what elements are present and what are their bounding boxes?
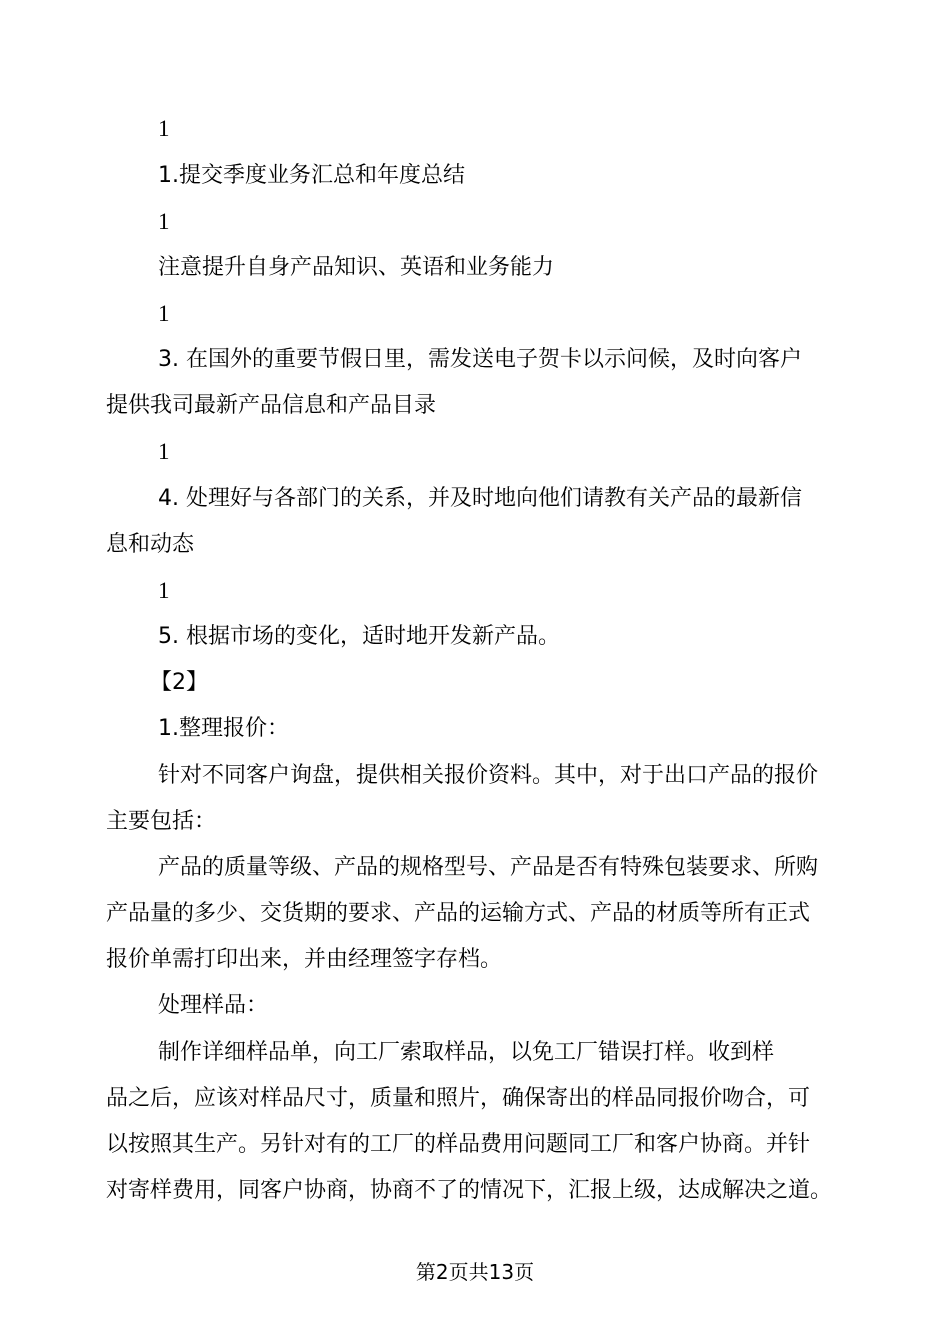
text-line-14: 1.整理报价： (158, 716, 289, 741)
text-line-6: 3. 在国外的重要节假日里，需发送电子贺卡以示问候，及时向客户 (158, 347, 802, 372)
text-line-23: 以按照其生产。另针对有的工厂的样品费用问题同工厂和客户协商。并针 (106, 1132, 811, 1157)
text-line-24: 对寄样费用，同客户协商，协商不了的情况下，汇报上级，达成解决之道。 (106, 1178, 833, 1203)
text-line-10: 息和动态 (106, 532, 195, 557)
text-line-9: 4. 处理好与各部门的关系，并及时地向他们请教有关产品的最新信 (158, 486, 802, 511)
text-line-4: 注意提升自身产品知识、英语和业务能力 (158, 255, 555, 280)
text-line-18: 产品量的多少、交货期的要求、产品的运输方式、产品的材质等所有正式 (106, 901, 811, 926)
text-line-19: 报价单需打印出来，并由经理签字存档。 (106, 947, 503, 972)
page-indicator: 第2页共13页 (415, 1260, 535, 1284)
text-line-2: 1.提交季度业务汇总和年度总结 (158, 163, 465, 188)
text-line-15: 针对不同客户询盘，提供相关报价资料。其中，对于出口产品的报价 (158, 763, 819, 788)
text-line-20: 处理样品： (158, 993, 269, 1018)
text-line-22: 品之后，应该对样品尺寸，质量和照片，确保寄出的样品同报价吻合，可 (106, 1086, 811, 1111)
text-line-12: 5. 根据市场的变化，适时地开发新产品。 (158, 624, 560, 649)
text-line-8: 1 (158, 439, 170, 464)
text-line-7: 提供我司最新产品信息和产品目录 (106, 393, 437, 418)
text-line-21: 制作详细样品单，向工厂索取样品，以免工厂错误打样。收到样 (158, 1040, 775, 1065)
text-line-17: 产品的质量等级、产品的规格型号、产品是否有特殊包装要求、所购 (158, 855, 819, 880)
text-line-3: 1 (158, 209, 170, 234)
text-line-11: 1 (158, 578, 170, 603)
text-line-5: 1 (158, 301, 170, 326)
text-line-13: 【2】 (150, 670, 208, 695)
text-line-1: 1 (158, 116, 170, 141)
text-line-16: 主要包括： (106, 809, 217, 834)
